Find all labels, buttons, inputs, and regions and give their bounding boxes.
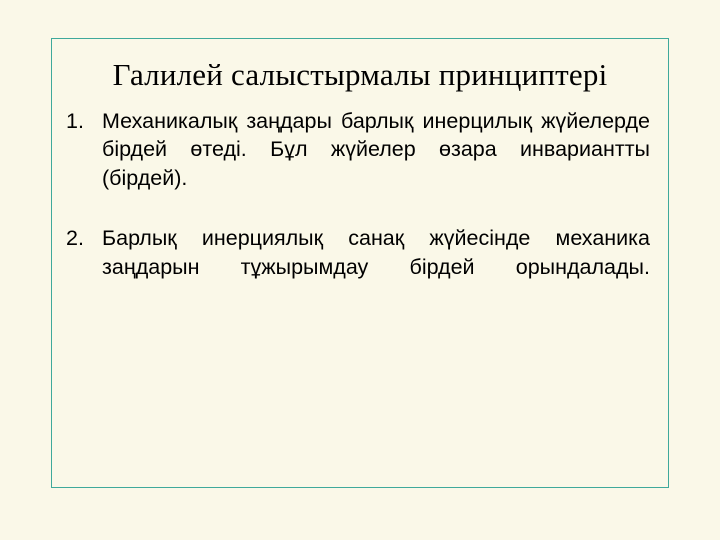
list-item-marker: 1.	[66, 108, 84, 133]
page-title: Галилей салыстырмалы принциптері	[112, 57, 608, 92]
list-item-text: Барлық инерциялық санақ жүйесінде механика заңдарын тұжырымдау бірдей орындалады.	[102, 225, 650, 279]
list-item	[66, 224, 650, 310]
list-item-text: Механикалық заңдары барлық инерцилық жүйелерде бірдей өтеді. Бұл жүйелер өзара инвариантты (бірдей).	[102, 108, 650, 191]
content-frame	[51, 38, 669, 488]
list-item	[66, 107, 650, 222]
list-item-marker: 2.	[66, 225, 84, 250]
body-list	[52, 107, 668, 311]
